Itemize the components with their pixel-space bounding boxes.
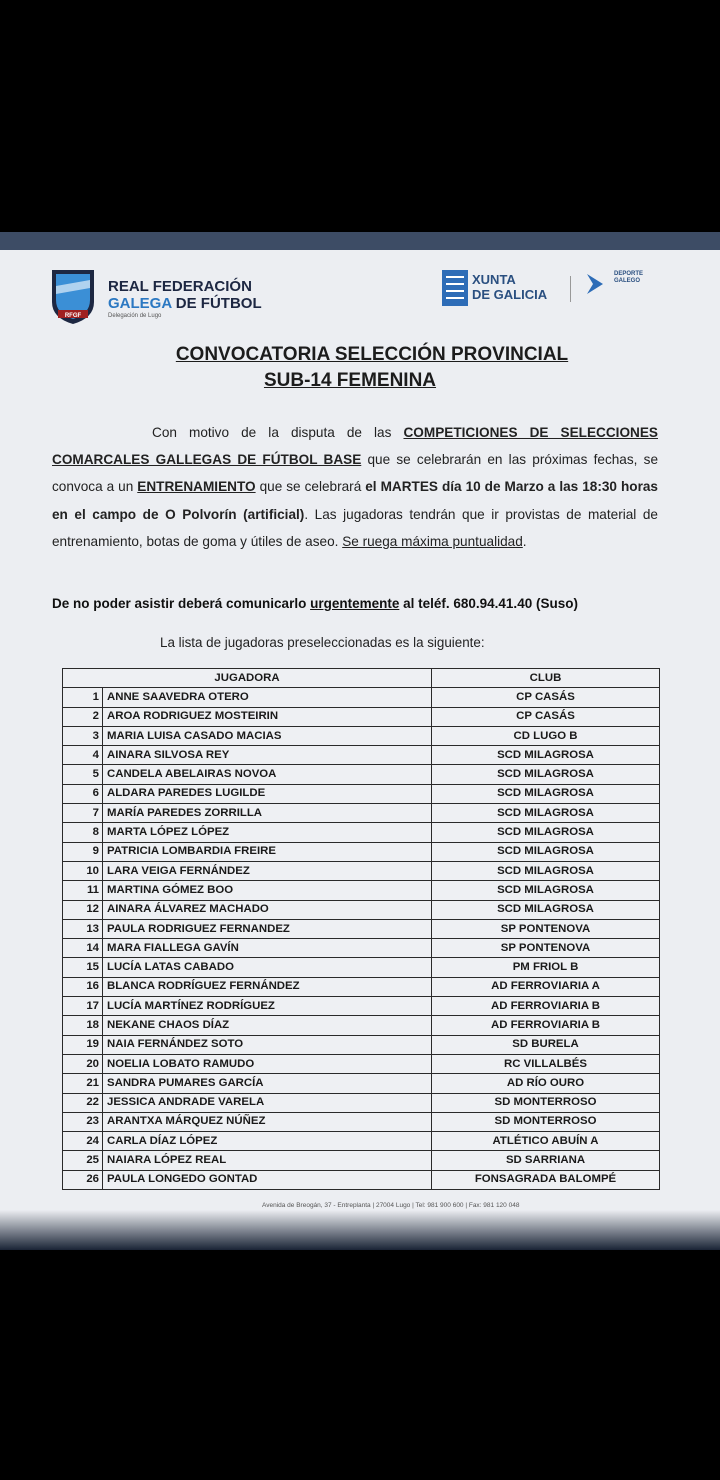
deporte-galego-text	[614, 271, 643, 285]
player-club: SCD MILAGROSA	[432, 765, 660, 784]
player-name: NOELIA LOBATO RAMUDO	[103, 1054, 432, 1073]
player-number: 12	[63, 900, 103, 919]
player-club: SP PONTENOVA	[432, 919, 660, 938]
table-row	[63, 1074, 660, 1093]
player-number: 3	[63, 726, 103, 745]
player-number: 20	[63, 1054, 103, 1073]
table-row	[63, 997, 660, 1016]
table-row	[63, 958, 660, 977]
player-number: 21	[63, 1074, 103, 1093]
table-row	[63, 977, 660, 996]
table-row	[63, 784, 660, 803]
player-club: SD MONTERROSO	[432, 1112, 660, 1131]
player-number: 13	[63, 919, 103, 938]
player-name: LARA VEIGA FERNÁNDEZ	[103, 861, 432, 880]
player-number: 16	[63, 977, 103, 996]
page-subtitle: SUB-14 FEMENINA	[263, 370, 437, 391]
player-club: CP CASÁS	[432, 707, 660, 726]
competition-name: COMPETICIONES DE SELECCIONES COMARCALES GALLEGAS DE FÚTBOL BASE	[52, 425, 658, 468]
player-club: SCD MILAGROSA	[432, 861, 660, 880]
badge-text: RFGF	[64, 313, 82, 319]
table-row	[63, 1054, 660, 1073]
table-header-row	[63, 669, 660, 688]
player-number: 17	[63, 997, 103, 1016]
player-name: PAULA LONGEDO GONTAD	[103, 1170, 432, 1189]
deporte-line2: GALEGO	[614, 278, 641, 284]
notice-urgent: urgentemente	[310, 596, 400, 611]
player-club: AD FERROVIARIA A	[432, 977, 660, 996]
player-number: 9	[63, 842, 103, 861]
player-number: 25	[63, 1151, 103, 1170]
body-text-3: que se celebrará	[255, 479, 366, 495]
table-row	[63, 1035, 660, 1054]
table-row	[63, 881, 660, 900]
player-name: CARLA DÍAZ LÓPEZ	[103, 1132, 432, 1151]
player-name: ALDARA PAREDES LUGILDE	[103, 784, 432, 803]
federation-delegation: Delegación de Lugo	[108, 313, 162, 319]
footer-address: Avenida de Breogán, 37 - Entreplanta | 27004 Lugo | Tel: 981 900 600 | Fax: 981 120 048	[262, 1202, 520, 1209]
player-club: SD SARRIANA	[432, 1151, 660, 1170]
player-number: 23	[63, 1112, 103, 1131]
body-text-1: Con motivo de la disputa de las	[152, 425, 404, 440]
table-row	[63, 1151, 660, 1170]
table-row	[63, 707, 660, 726]
player-club: AD FERROVIARIA B	[432, 1016, 660, 1035]
list-intro: La lista de jugadoras preseleccionadas es la siguiente:	[160, 635, 485, 650]
player-name: NAIARA LÓPEZ REAL	[103, 1151, 432, 1170]
deporte-arrow-icon	[585, 270, 607, 298]
player-club: AD FERROVIARIA B	[432, 997, 660, 1016]
player-club: SCD MILAGROSA	[432, 804, 660, 823]
table-row	[63, 746, 660, 765]
player-name: CANDELA ABELAIRAS NOVOA	[103, 765, 432, 784]
federation-name	[108, 278, 262, 320]
player-number: 7	[63, 804, 103, 823]
player-number: 19	[63, 1035, 103, 1054]
player-number: 1	[63, 688, 103, 707]
table-row	[63, 900, 660, 919]
table-row	[63, 823, 660, 842]
player-number: 15	[63, 958, 103, 977]
table-row	[63, 919, 660, 938]
table-row	[63, 1016, 660, 1035]
player-name: SANDRA PUMARES GARCÍA	[103, 1074, 432, 1093]
player-column-header: JUGADORA	[63, 669, 432, 688]
body-text-5: .	[522, 533, 527, 549]
player-club: SP PONTENOVA	[432, 939, 660, 958]
punctuality-note: Se ruega máxima puntualidad	[342, 533, 523, 549]
player-name: NEKANE CHAOS DÍAZ	[103, 1016, 432, 1035]
player-name: JESSICA ANDRADE VARELA	[103, 1093, 432, 1112]
player-name: MARTINA GÓMEZ BOO	[103, 881, 432, 900]
xunta-logo	[442, 270, 468, 311]
player-number: 14	[63, 939, 103, 958]
table-row	[63, 1132, 660, 1151]
player-club: SCD MILAGROSA	[432, 784, 660, 803]
player-name: MARIA LUISA CASADO MACIAS	[103, 726, 432, 745]
table-row	[63, 1093, 660, 1112]
player-club: SD BURELA	[432, 1035, 660, 1054]
federation-de-futbol: DE FÚTBOL	[171, 295, 262, 312]
player-number: 2	[63, 707, 103, 726]
table-row	[63, 861, 660, 880]
xunta-line1: XUNTA	[472, 272, 516, 287]
player-number: 11	[63, 881, 103, 900]
training-word: ENTRENAMIENTO	[137, 479, 256, 495]
xunta-emblem-icon	[442, 270, 468, 306]
player-club: SCD MILAGROSA	[432, 881, 660, 900]
deporte-galego-logo	[585, 270, 607, 303]
notice-phone: al teléf. 680.94.41.40 (Suso)	[399, 596, 578, 611]
body-text-2: que se celebrarán en las próximas fechas, se convoca a un	[52, 452, 658, 495]
federation-name-line1: REAL FEDERACIÓN	[108, 278, 252, 295]
player-name: ANNE SAAVEDRA OTERO	[103, 688, 432, 707]
player-number: 24	[63, 1132, 103, 1151]
convocation-paragraph	[52, 419, 658, 555]
document-page	[0, 232, 720, 1250]
player-club: RC VILLALBÉS	[432, 1054, 660, 1073]
player-number: 18	[63, 1016, 103, 1035]
players-table-body	[63, 688, 660, 1190]
player-club: PM FRIOL B	[432, 958, 660, 977]
player-club: SCD MILAGROSA	[432, 842, 660, 861]
player-name: MARTA LÓPEZ LÓPEZ	[103, 823, 432, 842]
logo-divider	[570, 276, 571, 302]
player-club: CP CASÁS	[432, 688, 660, 707]
player-name: NAIA FERNÁNDEZ SOTO	[103, 1035, 432, 1054]
table-row	[63, 726, 660, 745]
player-name: AINARA ÁLVAREZ MACHADO	[103, 900, 432, 919]
player-club: SCD MILAGROSA	[432, 823, 660, 842]
notice-text-1: De no poder asistir deberá comunicarlo	[52, 596, 311, 611]
table-row	[63, 804, 660, 823]
training-datetime: el MARTES día 10 de Marzo a las 18:30 horas en el campo de O Polvorín (artificial)	[52, 479, 658, 522]
player-number: 4	[63, 746, 103, 765]
xunta-name	[472, 272, 547, 302]
page-title: CONVOCATORIA SELECCIÓN PROVINCIAL	[175, 344, 569, 365]
player-number: 6	[63, 784, 103, 803]
xunta-line2: DE GALICIA	[472, 287, 548, 302]
player-club: SD MONTERROSO	[432, 1093, 660, 1112]
player-club: SCD MILAGROSA	[432, 746, 660, 765]
player-name: MARÍA PAREDES ZORRILLA	[103, 804, 432, 823]
player-name: ARANTXA MÁRQUEZ NÚÑEZ	[103, 1112, 432, 1131]
player-club: ATLÉTICO ABUÍN A	[432, 1132, 660, 1151]
table-row	[63, 1112, 660, 1131]
contact-notice	[52, 596, 578, 611]
player-name: MARA FIALLEGA GAVÍN	[103, 939, 432, 958]
deporte-line1: DEPORTE	[614, 271, 644, 277]
player-club: AD RÍO OURO	[432, 1074, 660, 1093]
player-name: AROA RODRIGUEZ MOSTEIRIN	[103, 707, 432, 726]
player-number: 22	[63, 1093, 103, 1112]
players-table	[62, 668, 660, 1190]
player-number: 10	[63, 861, 103, 880]
player-number: 26	[63, 1170, 103, 1189]
player-name: LUCÍA LATAS CABADO	[103, 958, 432, 977]
player-name: PATRICIA LOMBARDIA FREIRE	[103, 842, 432, 861]
shield-icon	[48, 266, 98, 326]
club-column-header: CLUB	[432, 669, 660, 688]
page-shadow	[0, 1210, 720, 1250]
player-name: PAULA RODRIGUEZ FERNANDEZ	[103, 919, 432, 938]
body-text-4: . Las jugadoras tendrán que ir provistas de material de entrenamiento, botas de goma y útiles de aseo.	[52, 506, 658, 549]
table-row	[63, 1170, 660, 1189]
federation-galega: GALEGA	[108, 295, 172, 312]
player-club: FONSAGRADA BALOMPÉ	[432, 1170, 660, 1189]
player-name: AINARA SILVOSA REY	[103, 746, 432, 765]
player-number: 8	[63, 823, 103, 842]
federation-name-line2	[108, 295, 262, 312]
player-club: SCD MILAGROSA	[432, 900, 660, 919]
player-name: LUCÍA MARTÍNEZ RODRÍGUEZ	[103, 997, 432, 1016]
table-row	[63, 688, 660, 707]
player-name: BLANCA RODRÍGUEZ FERNÁNDEZ	[103, 977, 432, 996]
player-club: CD LUGO B	[432, 726, 660, 745]
table-row	[63, 765, 660, 784]
player-number: 5	[63, 765, 103, 784]
table-row	[63, 842, 660, 861]
table-row	[63, 939, 660, 958]
rfgf-logo	[48, 266, 98, 331]
